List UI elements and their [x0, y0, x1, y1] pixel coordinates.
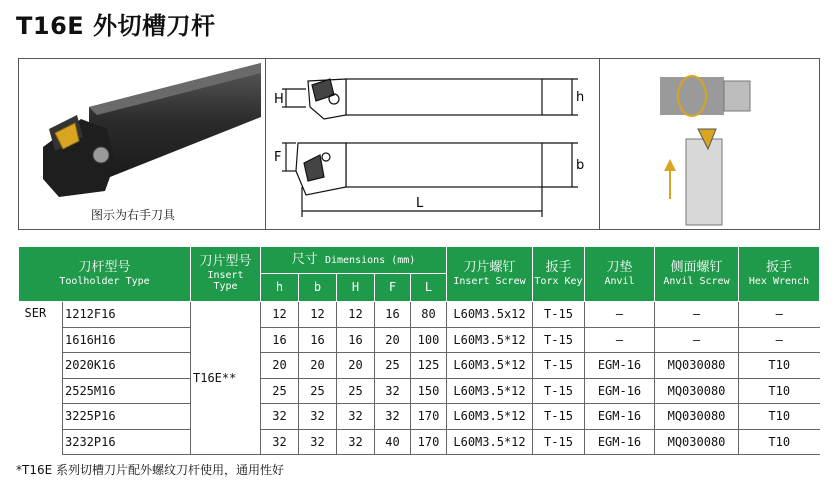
table-row [19, 353, 820, 379]
table-cell: 25 [261, 378, 299, 404]
table-cell: 125 [411, 353, 447, 379]
table-cell: T-15 [533, 327, 585, 353]
table-row [19, 327, 820, 353]
table-cell: 32 [299, 404, 337, 430]
col-dims-header: 尺寸 Dimensions (mm) [261, 247, 447, 274]
table-cell: 12 [299, 302, 337, 328]
table-cell: MQ030080 [655, 378, 739, 404]
table-cell: 12 [261, 302, 299, 328]
table-cell: T10 [739, 353, 820, 379]
table-cell: T10 [739, 429, 820, 455]
table-cell: 32 [261, 404, 299, 430]
col-anvil-header: 刀垫 Anvil [585, 247, 655, 302]
table-cell: EGM-16 [585, 404, 655, 430]
holder-code-cell: 3225P16 [63, 404, 191, 430]
sub-H: H [337, 274, 375, 302]
table-cell: L60M3.5*12 [447, 327, 533, 353]
holder-code-cell: 1212F16 [63, 302, 191, 328]
illustration-panels [18, 58, 820, 230]
table-cell: T10 [739, 404, 820, 430]
table-cell: 16 [337, 327, 375, 353]
table-cell: MQ030080 [655, 404, 739, 430]
table-cell: 16 [375, 302, 411, 328]
table-cell: EGM-16 [585, 378, 655, 404]
table-cell: 100 [411, 327, 447, 353]
table-row [19, 429, 820, 455]
table-cell: L60M3.5x12 [447, 302, 533, 328]
sub-L: L [411, 274, 447, 302]
table-cell: 40 [375, 429, 411, 455]
spec-table [18, 246, 820, 455]
table-row [19, 378, 820, 404]
table-cell: T-15 [533, 302, 585, 328]
sub-b: b [299, 274, 337, 302]
table-cell: – [585, 302, 655, 328]
table-cell: 32 [375, 404, 411, 430]
dim-h-label: h [576, 90, 585, 105]
toolholder-photo [19, 59, 265, 209]
dim-H-label: H [274, 92, 284, 107]
table-cell: L60M3.5*12 [447, 404, 533, 430]
table-cell: – [655, 302, 739, 328]
dimension-drawing-panel [266, 59, 600, 229]
table-cell: 25 [299, 378, 337, 404]
table-cell: 25 [337, 378, 375, 404]
table-cell: 16 [261, 327, 299, 353]
col-anvil-screw-header: 侧面螺钉 Anvil Screw [655, 247, 739, 302]
table-cell: – [655, 327, 739, 353]
table-cell: EGM-16 [585, 429, 655, 455]
dim-F-label: F [274, 150, 282, 165]
series-cell: SER [19, 302, 63, 455]
table-cell: 32 [375, 378, 411, 404]
col-holder-header: 刀杆型号 Toolholder Type [19, 247, 191, 302]
table-cell: – [739, 327, 820, 353]
table-cell: – [585, 327, 655, 353]
table-cell: 12 [337, 302, 375, 328]
table-cell: 20 [261, 353, 299, 379]
table-cell: T-15 [533, 429, 585, 455]
table-cell: 32 [337, 429, 375, 455]
dimension-drawing [266, 59, 600, 229]
table-cell: 170 [411, 429, 447, 455]
table-cell: 170 [411, 404, 447, 430]
holder-code-cell: 1616H16 [63, 327, 191, 353]
table-row [19, 404, 820, 430]
table-cell: T-15 [533, 378, 585, 404]
table-cell: L60M3.5*12 [447, 378, 533, 404]
col-screw-header: 刀片螺钉 Insert Screw [447, 247, 533, 302]
col-insert-header: 刀片型号 Insert Type [191, 247, 261, 302]
table-cell: 80 [411, 302, 447, 328]
table-cell: 20 [375, 327, 411, 353]
table-cell: T-15 [533, 353, 585, 379]
dim-b-label: b [576, 158, 585, 173]
table-cell: 32 [261, 429, 299, 455]
table-cell: L60M3.5*12 [447, 353, 533, 379]
table-cell: MQ030080 [655, 353, 739, 379]
table-cell: T-15 [533, 404, 585, 430]
product-photo-panel [19, 59, 266, 229]
sub-h: h [261, 274, 299, 302]
footnote: *T16E 系列切槽刀片配外螺纹刀杆使用，通用性好 [16, 463, 284, 477]
spec-table-body [19, 302, 820, 455]
col-key-header: 扳手 Torx Key [533, 247, 585, 302]
clamp-screw-icon [93, 147, 109, 163]
application-diagram [600, 59, 820, 229]
dim-L-label: L [416, 196, 424, 211]
holder-code-cell: 2020K16 [63, 353, 191, 379]
table-cell: 20 [337, 353, 375, 379]
holder-code-cell: 2525M16 [63, 378, 191, 404]
table-cell: 20 [299, 353, 337, 379]
table-cell: 32 [299, 429, 337, 455]
table-row [19, 302, 820, 328]
page-title: T16E 外切槽刀杆 [16, 12, 216, 40]
table-cell: EGM-16 [585, 353, 655, 379]
application-diagram-panel [600, 59, 820, 229]
holder-code-cell: 3232P16 [63, 429, 191, 455]
insert-type-cell: T16E** [191, 302, 261, 455]
photo-caption: 图示为右手刀具 [91, 208, 176, 222]
table-cell: – [739, 302, 820, 328]
table-cell: 32 [337, 404, 375, 430]
table-cell: 25 [375, 353, 411, 379]
table-cell: T10 [739, 378, 820, 404]
sub-F: F [375, 274, 411, 302]
table-cell: L60M3.5*12 [447, 429, 533, 455]
table-cell: MQ030080 [655, 429, 739, 455]
table-cell: 150 [411, 378, 447, 404]
col-hex-header: 扳手 Hex Wrench [739, 247, 820, 302]
table-cell: 16 [299, 327, 337, 353]
